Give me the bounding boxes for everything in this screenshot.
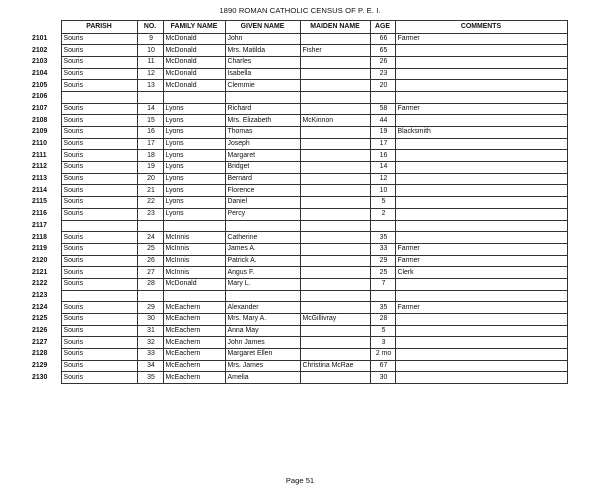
cell-maiden-name: Christina McRae (300, 360, 370, 372)
cell-given-name: Margaret Ellen (225, 349, 300, 361)
cell-age: 10 (370, 185, 395, 197)
cell-no: 31 (137, 325, 163, 337)
table-row (32, 33, 567, 45)
cell-comments (395, 325, 567, 337)
cell-parish: Souris (61, 115, 137, 127)
cell-given-name: Percy (225, 208, 300, 220)
cell-no: 35 (137, 372, 163, 384)
table-row (32, 80, 567, 92)
cell-family-name: McEachern (163, 314, 225, 326)
cell-comments (395, 372, 567, 384)
cell-comments (395, 220, 567, 232)
cell-maiden-name (300, 372, 370, 384)
cell-no: 12 (137, 68, 163, 80)
cell-age: 17 (370, 138, 395, 150)
column-header-no: NO. (137, 21, 163, 34)
cell-no: 29 (137, 302, 163, 314)
row-id: 2113 (32, 175, 47, 183)
cell-no: 33 (137, 349, 163, 361)
cell-comments: Farmer (395, 243, 567, 255)
row-id: 2106 (32, 93, 48, 101)
cell-family-name: McDonald (163, 278, 225, 290)
cell-comments: Farmer (395, 103, 567, 115)
cell-no: 9 (137, 33, 163, 45)
census-table (32, 20, 568, 384)
cell-maiden-name (300, 103, 370, 115)
cell-family-name: McEachern (163, 337, 225, 349)
table-row (32, 150, 567, 162)
column-header-age: AGE (370, 21, 395, 34)
table-row (32, 243, 567, 255)
cell-comments (395, 91, 567, 103)
cell-no: 20 (137, 173, 163, 185)
column-header-comments: COMMENTS (395, 21, 567, 34)
cell-family-name (163, 91, 225, 103)
cell-parish (61, 220, 137, 232)
cell-parish: Souris (61, 185, 137, 197)
cell-maiden-name (300, 325, 370, 337)
table-row (32, 220, 567, 232)
cell-given-name: Patrick A. (225, 255, 300, 267)
table-row (32, 337, 567, 349)
cell-family-name: Lyons (163, 150, 225, 162)
cell-no: 15 (137, 115, 163, 127)
row-id: 2112 (32, 163, 47, 171)
table-row (32, 232, 567, 244)
cell-parish: Souris (61, 325, 137, 337)
cell-no: 27 (137, 267, 163, 279)
cell-no: 32 (137, 337, 163, 349)
row-id: 2103 (32, 58, 48, 66)
row-id: 2130 (32, 373, 48, 381)
cell-family-name: McEachern (163, 360, 225, 372)
cell-no: 30 (137, 314, 163, 326)
cell-age: 2 mo (370, 349, 395, 361)
table-row (32, 255, 567, 267)
row-id: 2120 (32, 256, 48, 264)
cell-no (137, 220, 163, 232)
cell-family-name: McEachern (163, 349, 225, 361)
cell-age (370, 91, 395, 103)
cell-maiden-name (300, 80, 370, 92)
cell-family-name (163, 290, 225, 302)
cell-comments (395, 197, 567, 209)
cell-maiden-name: McGillivray (300, 314, 370, 326)
cell-given-name: James A. (225, 243, 300, 255)
cell-parish: Souris (61, 45, 137, 57)
cell-family-name: Lyons (163, 103, 225, 115)
cell-age: 35 (370, 232, 395, 244)
cell-age: 2 (370, 208, 395, 220)
table-row (32, 138, 567, 150)
row-id: 2118 (32, 233, 47, 241)
table-header-row (32, 21, 567, 34)
cell-parish: Souris (61, 138, 137, 150)
cell-maiden-name (300, 255, 370, 267)
cell-comments (395, 278, 567, 290)
cell-family-name: McDonald (163, 45, 225, 57)
row-id: 2124 (32, 303, 48, 311)
cell-given-name: Amelia (225, 372, 300, 384)
cell-no: 26 (137, 255, 163, 267)
page-number: Page 51 (285, 476, 315, 485)
cell-family-name: Lyons (163, 115, 225, 127)
cell-maiden-name (300, 68, 370, 80)
cell-given-name: Florence (225, 185, 300, 197)
cell-maiden-name (300, 243, 370, 255)
column-header-parish: PARISH (61, 21, 137, 34)
row-id: 2110 (32, 140, 47, 148)
cell-family-name: Lyons (163, 162, 225, 174)
cell-parish: Souris (61, 232, 137, 244)
table-row (32, 115, 567, 127)
cell-given-name (225, 91, 300, 103)
row-id: 2115 (32, 198, 47, 206)
row-id: 2129 (32, 362, 48, 370)
cell-comments (395, 290, 567, 302)
cell-parish (61, 290, 137, 302)
cell-age: 25 (370, 267, 395, 279)
row-id: 2111 (32, 151, 47, 159)
table-row (32, 267, 567, 279)
cell-parish: Souris (61, 337, 137, 349)
cell-comments (395, 138, 567, 150)
cell-no: 21 (137, 185, 163, 197)
cell-age: 23 (370, 68, 395, 80)
row-id: 2107 (32, 104, 48, 112)
cell-given-name: Daniel (225, 197, 300, 209)
cell-parish: Souris (61, 80, 137, 92)
cell-family-name: McInnis (163, 232, 225, 244)
cell-given-name (225, 220, 300, 232)
cell-given-name: Richard (225, 103, 300, 115)
column-header-maiden-name: MAIDEN NAME (300, 21, 370, 34)
cell-comments (395, 150, 567, 162)
cell-parish: Souris (61, 68, 137, 80)
row-id: 2101 (32, 34, 48, 42)
cell-given-name: Mrs. James (225, 360, 300, 372)
cell-maiden-name (300, 162, 370, 174)
cell-family-name: McDonald (163, 80, 225, 92)
cell-maiden-name (300, 337, 370, 349)
row-id: 2121 (32, 268, 48, 276)
cell-no (137, 290, 163, 302)
cell-parish: Souris (61, 372, 137, 384)
cell-comments: Farmer (395, 33, 567, 45)
census-table-body (32, 33, 567, 384)
row-id: 2127 (32, 338, 48, 346)
cell-maiden-name (300, 173, 370, 185)
cell-maiden-name (300, 278, 370, 290)
cell-comments: Blacksmith (395, 127, 567, 139)
cell-given-name: Isabella (225, 68, 300, 80)
cell-maiden-name: McKinnon (300, 115, 370, 127)
table-row (32, 302, 567, 314)
table-row (32, 360, 567, 372)
cell-comments: Clerk (395, 267, 567, 279)
cell-parish: Souris (61, 127, 137, 139)
row-id: 2126 (32, 327, 48, 335)
cell-no: 25 (137, 243, 163, 255)
cell-family-name: McInnis (163, 255, 225, 267)
cell-parish: Souris (61, 314, 137, 326)
row-id: 2123 (32, 291, 48, 299)
cell-given-name: Catherine (225, 232, 300, 244)
cell-no (137, 91, 163, 103)
cell-age: 67 (370, 360, 395, 372)
cell-no: 19 (137, 162, 163, 174)
cell-parish: Souris (61, 278, 137, 290)
cell-parish: Souris (61, 208, 137, 220)
row-id: 2125 (32, 315, 48, 323)
table-row (32, 162, 567, 174)
cell-given-name: Margaret (225, 150, 300, 162)
column-header-given-name: GIVEN NAME (225, 21, 300, 34)
cell-family-name (163, 220, 225, 232)
cell-parish: Souris (61, 349, 137, 361)
row-id: 2105 (32, 81, 48, 89)
cell-parish: Souris (61, 243, 137, 255)
cell-maiden-name (300, 232, 370, 244)
cell-given-name: Anna May (225, 325, 300, 337)
cell-maiden-name (300, 302, 370, 314)
row-id: 2116 (32, 210, 47, 218)
cell-comments (395, 314, 567, 326)
row-id: 2109 (32, 128, 48, 136)
cell-comments: Farmer (395, 255, 567, 267)
cell-age (370, 290, 395, 302)
cell-comments (395, 56, 567, 68)
cell-no: 10 (137, 45, 163, 57)
cell-age: 66 (370, 33, 395, 45)
cell-age: 30 (370, 372, 395, 384)
cell-family-name: McInnis (163, 243, 225, 255)
cell-no: 23 (137, 208, 163, 220)
cell-family-name: McDonald (163, 68, 225, 80)
cell-age: 5 (370, 197, 395, 209)
cell-comments (395, 337, 567, 349)
cell-comments (395, 360, 567, 372)
cell-comments (395, 232, 567, 244)
row-id: 2117 (32, 221, 47, 229)
cell-maiden-name (300, 127, 370, 139)
cell-comments (395, 349, 567, 361)
cell-family-name: Lyons (163, 208, 225, 220)
cell-parish: Souris (61, 56, 137, 68)
cell-given-name: John James (225, 337, 300, 349)
table-row (32, 56, 567, 68)
cell-parish: Souris (61, 162, 137, 174)
cell-family-name: McEachern (163, 325, 225, 337)
table-row (32, 325, 567, 337)
cell-no: 18 (137, 150, 163, 162)
cell-family-name: Lyons (163, 127, 225, 139)
cell-given-name: John (225, 33, 300, 45)
cell-maiden-name (300, 197, 370, 209)
table-row (32, 173, 567, 185)
cell-given-name: Joseph (225, 138, 300, 150)
table-row (32, 185, 567, 197)
cell-parish: Souris (61, 173, 137, 185)
cell-given-name: Clemmie (225, 80, 300, 92)
cell-family-name: Lyons (163, 197, 225, 209)
cell-family-name: McInnis (163, 267, 225, 279)
table-row (32, 68, 567, 80)
table-row (32, 290, 567, 302)
cell-age: 3 (370, 337, 395, 349)
cell-family-name: McEachern (163, 302, 225, 314)
column-header-family-name: FAMILY NAME (163, 21, 225, 34)
cell-family-name: Lyons (163, 138, 225, 150)
cell-maiden-name (300, 150, 370, 162)
cell-maiden-name (300, 33, 370, 45)
cell-comments (395, 80, 567, 92)
cell-age: 19 (370, 127, 395, 139)
cell-age: 12 (370, 173, 395, 185)
cell-age: 26 (370, 56, 395, 68)
cell-age: 65 (370, 45, 395, 57)
cell-no: 22 (137, 197, 163, 209)
row-id: 2128 (32, 350, 48, 358)
cell-comments (395, 173, 567, 185)
cell-comments (395, 162, 567, 174)
cell-family-name: Lyons (163, 185, 225, 197)
cell-given-name: Charles (225, 56, 300, 68)
cell-maiden-name (300, 220, 370, 232)
row-id-header (32, 21, 61, 34)
cell-parish (61, 91, 137, 103)
cell-comments (395, 185, 567, 197)
table-row (32, 278, 567, 290)
table-row (32, 197, 567, 209)
table-row (32, 45, 567, 57)
cell-comments (395, 208, 567, 220)
cell-comments (395, 115, 567, 127)
cell-comments (395, 45, 567, 57)
cell-maiden-name (300, 91, 370, 103)
table-row (32, 314, 567, 326)
cell-maiden-name: Fisher (300, 45, 370, 57)
cell-given-name: Alexander (225, 302, 300, 314)
cell-given-name: Mrs. Mary A. (225, 314, 300, 326)
row-id: 2108 (32, 116, 48, 124)
cell-age: 7 (370, 278, 395, 290)
cell-age: 35 (370, 302, 395, 314)
table-row (32, 208, 567, 220)
cell-maiden-name (300, 267, 370, 279)
cell-comments (395, 68, 567, 80)
cell-parish: Souris (61, 267, 137, 279)
cell-given-name: Bridget (225, 162, 300, 174)
cell-parish: Souris (61, 103, 137, 115)
row-id: 2114 (32, 186, 47, 194)
cell-no: 11 (137, 56, 163, 68)
cell-parish: Souris (61, 197, 137, 209)
row-id: 2102 (32, 46, 48, 54)
row-id: 2119 (32, 245, 47, 253)
cell-age: 28 (370, 314, 395, 326)
cell-given-name (225, 290, 300, 302)
cell-family-name: Lyons (163, 173, 225, 185)
table-row (32, 103, 567, 115)
cell-no: 24 (137, 232, 163, 244)
table-row (32, 91, 567, 103)
cell-given-name: Mrs. Elizabeth (225, 115, 300, 127)
cell-parish: Souris (61, 302, 137, 314)
table-row (32, 372, 567, 384)
cell-no: 16 (137, 127, 163, 139)
cell-age: 29 (370, 255, 395, 267)
cell-given-name: Angus F. (225, 267, 300, 279)
cell-no: 14 (137, 103, 163, 115)
cell-maiden-name (300, 185, 370, 197)
cell-family-name: McDonald (163, 56, 225, 68)
cell-age: 14 (370, 162, 395, 174)
cell-no: 17 (137, 138, 163, 150)
cell-comments: Farmer (395, 302, 567, 314)
table-row (32, 349, 567, 361)
cell-age: 5 (370, 325, 395, 337)
cell-age: 58 (370, 103, 395, 115)
cell-age: 20 (370, 80, 395, 92)
cell-given-name: Thomas (225, 127, 300, 139)
cell-given-name: Mrs. Matilda (225, 45, 300, 57)
cell-parish: Souris (61, 255, 137, 267)
cell-given-name: Bernard (225, 173, 300, 185)
page-title: 1890 ROMAN CATHOLIC CENSUS OF P. E. I. (219, 6, 381, 15)
cell-no: 28 (137, 278, 163, 290)
cell-parish: Souris (61, 360, 137, 372)
cell-age: 33 (370, 243, 395, 255)
table-row (32, 127, 567, 139)
cell-maiden-name (300, 138, 370, 150)
cell-given-name: Mary L. (225, 278, 300, 290)
cell-age: 16 (370, 150, 395, 162)
cell-age: 44 (370, 115, 395, 127)
cell-family-name: McDonald (163, 33, 225, 45)
cell-parish: Souris (61, 150, 137, 162)
cell-no: 34 (137, 360, 163, 372)
cell-parish: Souris (61, 33, 137, 45)
cell-age (370, 220, 395, 232)
cell-maiden-name (300, 290, 370, 302)
cell-maiden-name (300, 56, 370, 68)
cell-maiden-name (300, 208, 370, 220)
cell-no: 13 (137, 80, 163, 92)
cell-maiden-name (300, 349, 370, 361)
row-id: 2122 (32, 280, 48, 288)
cell-family-name: McEachern (163, 372, 225, 384)
row-id: 2104 (32, 69, 48, 77)
